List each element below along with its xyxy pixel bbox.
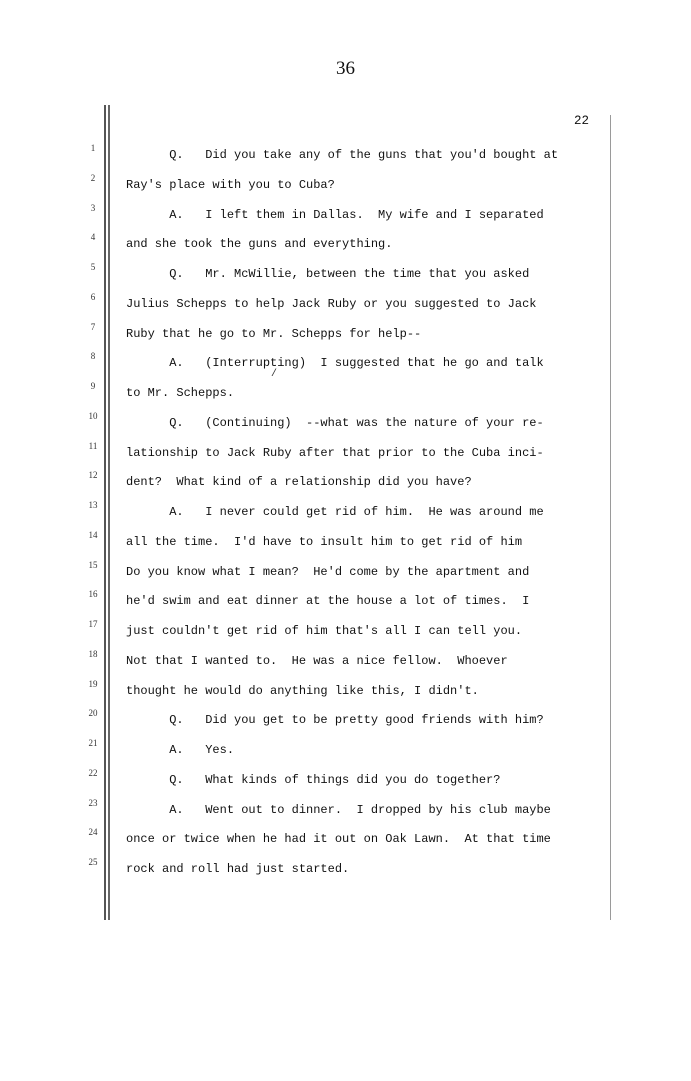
line-number: 13 [88, 500, 98, 510]
line-number: 7 [90, 321, 96, 332]
line-number: 9 [90, 381, 96, 391]
line-number: 4 [90, 232, 96, 243]
line-number: 11 [88, 440, 98, 451]
line-number: 6 [90, 291, 96, 302]
left-margin-rule-inner [108, 105, 110, 920]
line-number: 14 [88, 529, 98, 540]
page-number: 36 [336, 58, 355, 79]
transcript-line: just couldn't get rid of him that's all I can tell you. [126, 624, 523, 638]
transcript-line: A. I left them in Dallas. My wife and I separated [126, 207, 544, 222]
line-number: 12 [88, 470, 98, 481]
transcript-line: to Mr. Schepps. [126, 386, 235, 400]
line-number: 19 [88, 678, 98, 689]
transcript-line: Ruby that he go to Mr. Schepps for help-- [126, 326, 422, 341]
transcript-line: Q. Did you take any of the guns that you'd bought at [126, 148, 559, 162]
transcript-line: Do you know what I mean? He'd come by the apartment and [126, 564, 530, 579]
transcript-line: A. Yes. [126, 743, 235, 757]
line-number: 10 [88, 410, 98, 421]
line-number: 8 [90, 351, 96, 362]
left-margin-rule [104, 105, 106, 920]
transcript-line: Q. Mr. McWillie, between the time that you asked [126, 267, 530, 281]
line-number: 2 [90, 172, 96, 183]
line-number: 18 [88, 648, 98, 659]
line-number: 15 [88, 559, 98, 570]
right-margin-rule [610, 115, 611, 920]
line-number: 24 [88, 827, 98, 838]
transcript-line: he'd swim and eat dinner at the house a lot of times. I [126, 594, 530, 609]
line-number: 25 [88, 857, 98, 867]
line-number: 17 [88, 619, 98, 629]
transcript-line: and she took the guns and everything. [126, 237, 393, 252]
line-number: 21 [88, 738, 98, 748]
stray-mark: / [271, 369, 278, 380]
transcript-line: Ray's place with you to Cuba? [126, 177, 335, 192]
transcript-page-number: 22 [573, 114, 589, 128]
line-number: 16 [88, 589, 98, 600]
transcript-line: once or twice when he had it out on Oak Lawn. At that time [126, 832, 551, 847]
line-number: 22 [88, 767, 98, 778]
line-number: 5 [90, 262, 96, 272]
transcript-line: dent? What kind of a relationship did you have? [126, 475, 472, 490]
transcript-line: rock and roll had just started. [126, 862, 350, 876]
line-number: 1 [90, 143, 96, 153]
transcript-line: Q. Did you get to be pretty good friends with him? [126, 713, 544, 728]
line-number: 3 [90, 202, 96, 213]
transcript-line: A. (Interrupting) I suggested that he go and talk [126, 356, 544, 371]
transcript-line: Q. What kinds of things did you do together? [126, 772, 501, 787]
transcript-line: A. I never could get rid of him. He was around me [126, 505, 544, 519]
transcript-line: Julius Schepps to help Jack Ruby or you suggested to Jack [126, 296, 537, 311]
transcript-line: thought he would do anything like this, I didn't. [126, 683, 479, 698]
transcript-line: Not that I wanted to. He was a nice fellow. Whoever [126, 653, 508, 668]
transcript-line: lationship to Jack Ruby after that prior to the Cuba inci- [126, 445, 544, 460]
line-number: 20 [88, 708, 98, 719]
transcript-line: Q. (Continuing) --what was the nature of your re- [126, 415, 544, 430]
transcript-line: A. Went out to dinner. I dropped by his club maybe [126, 802, 551, 817]
line-number: 23 [88, 797, 98, 808]
transcript-line: all the time. I'd have to insult him to get rid of him [126, 534, 523, 549]
